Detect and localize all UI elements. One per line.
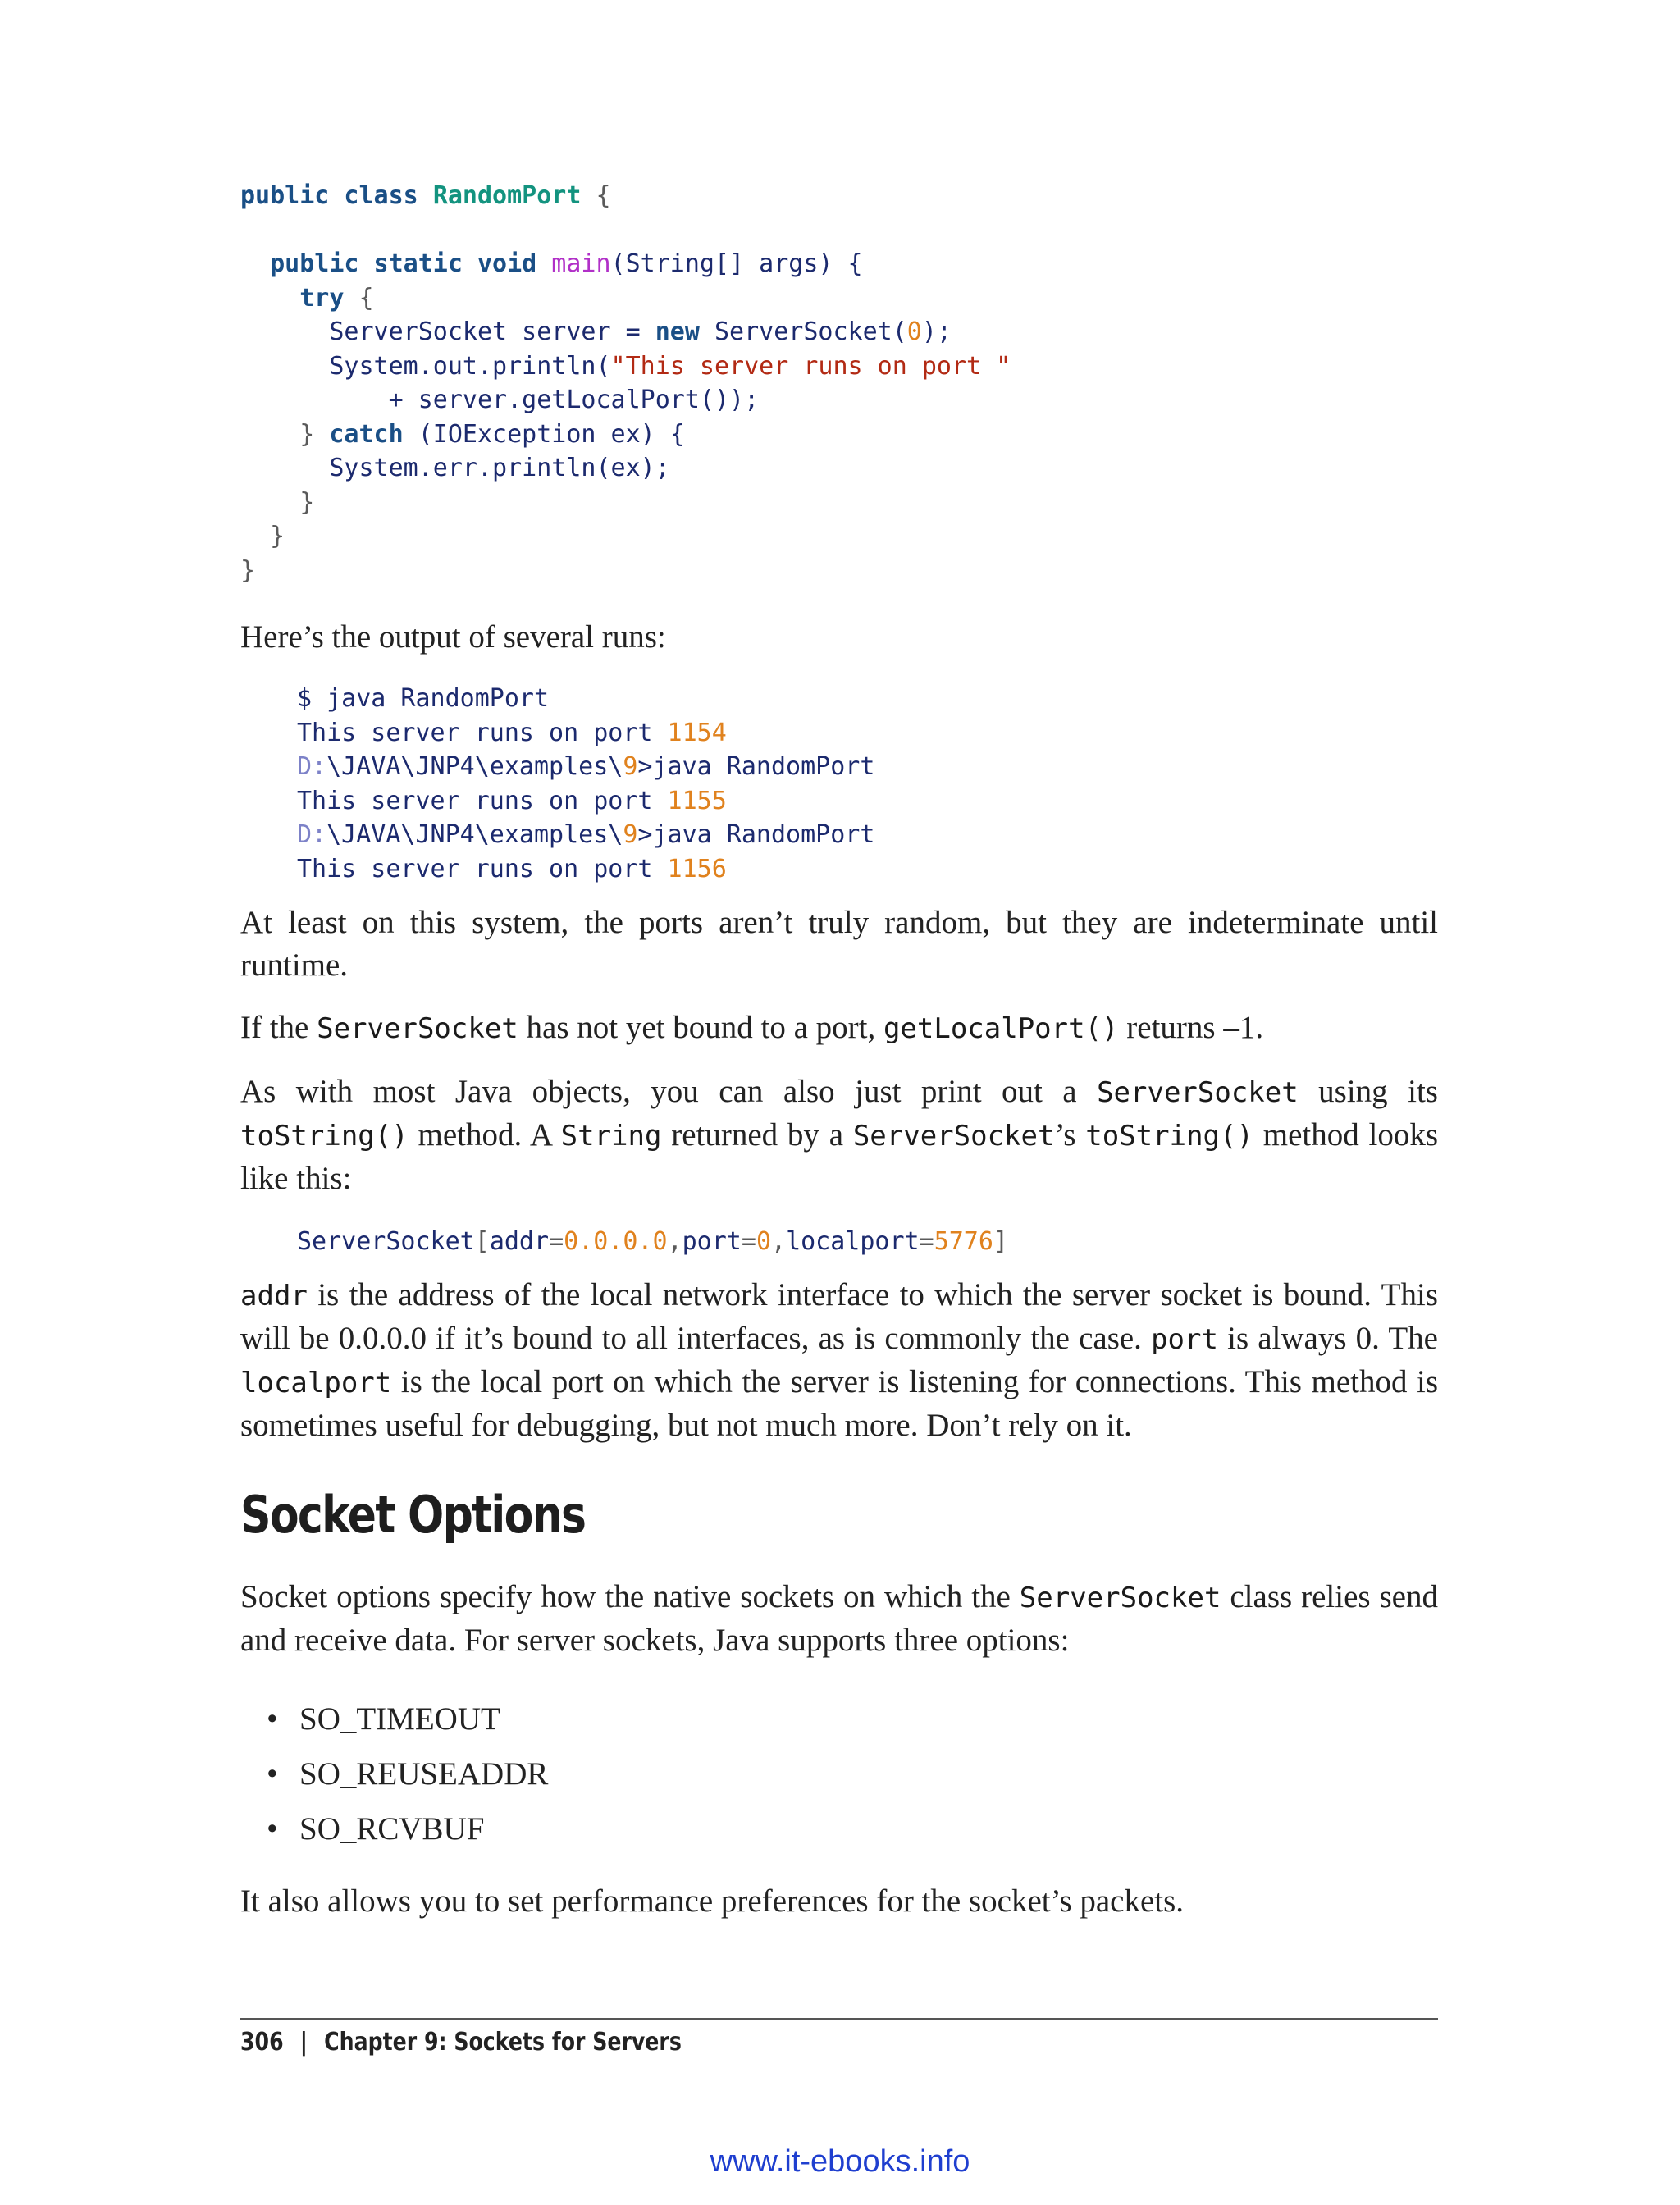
code-listing-randomport (240, 179, 1011, 587)
page-number: 306 (240, 2028, 284, 2057)
code-tostring-example: ServerSocket[addr=0.0.0.0,port=0,localport=5776] (297, 1227, 1008, 1256)
code-line: This server runs on port 1154 (297, 718, 727, 747)
code-line: } catch (IOException ex) { (299, 419, 685, 449)
code-line: $ java RandomPort (297, 684, 550, 713)
paragraph-socket-options: Socket options specify how the native sockets on which the ServerSocket class relies send and receive data. For server sockets, Java supports three options: (240, 1579, 1438, 1658)
code-line: System.out.println("This server runs on port " (329, 351, 1011, 381)
code-line: System.err.println(ex); (329, 454, 670, 482)
paragraph-performance: It also allows you to set performance preferences for the socket’s packets. (240, 1883, 1185, 1919)
code-line: } (299, 487, 315, 517)
paragraph-getlocalport: If the ServerSocket has not yet bound to a port, getLocalPort() returns –1. (240, 1010, 1264, 1045)
code-line: This server runs on port 1156 (297, 854, 727, 883)
watermark-link[interactable]: www.it-ebooks.info (710, 2144, 970, 2179)
code-line: try { (299, 283, 374, 313)
footer-divider (240, 2018, 1438, 2020)
paragraph-tostring: As with most Java objects, you can also just print out a ServerSocket using its toString() method. A String returned by a ServerSocket’s toString() method looks like this: (240, 1074, 1438, 1196)
chapter-title: Chapter 9: Sockets for Servers (324, 2028, 682, 2057)
list-item: • SO_REUSEADDR (240, 1746, 548, 1801)
code-line: public class RandomPort { (240, 181, 611, 210)
code-line: public static void main(String[] args) { (270, 249, 863, 278)
code-line: This server runs on port 1155 (297, 786, 727, 815)
code-line: ServerSocket server = new ServerSocket(0); (329, 317, 952, 346)
list-item: • SO_RCVBUF (240, 1801, 548, 1856)
code-line: + server.getLocalPort()); (388, 386, 760, 414)
paragraph-addr-explanation: addr is the address of the local network interface to which the server socket is bound. This will be 0.0.0.0 if it’s bound to all interfaces, as is commonly the case. port is always 0. The localport is the local port on which the server is listening for connections. This method is sometimes useful for debugging, but not much more. Don’t rely on it. (240, 1277, 1438, 1443)
page-footer (240, 2028, 682, 2057)
code-line: } (240, 555, 256, 585)
paragraph-output-intro: Here’s the output of several runs: (240, 619, 666, 655)
code-listing-output (297, 682, 874, 886)
footer-separator: | (299, 2028, 308, 2057)
list-item: • SO_TIMEOUT (240, 1691, 548, 1746)
code-line: } (270, 522, 285, 550)
code-line: D:\JAVA\JNP4\examples\9>java RandomPort (297, 820, 875, 849)
options-list (240, 1691, 548, 1856)
code-line: D:\JAVA\JNP4\examples\9>java RandomPort (297, 752, 875, 781)
paragraph-random-ports: At least on this system, the ports aren’t truly random, but they are indeterminate until runtime. (240, 905, 1438, 983)
section-heading-socket-options: Socket Options (240, 1485, 586, 1545)
